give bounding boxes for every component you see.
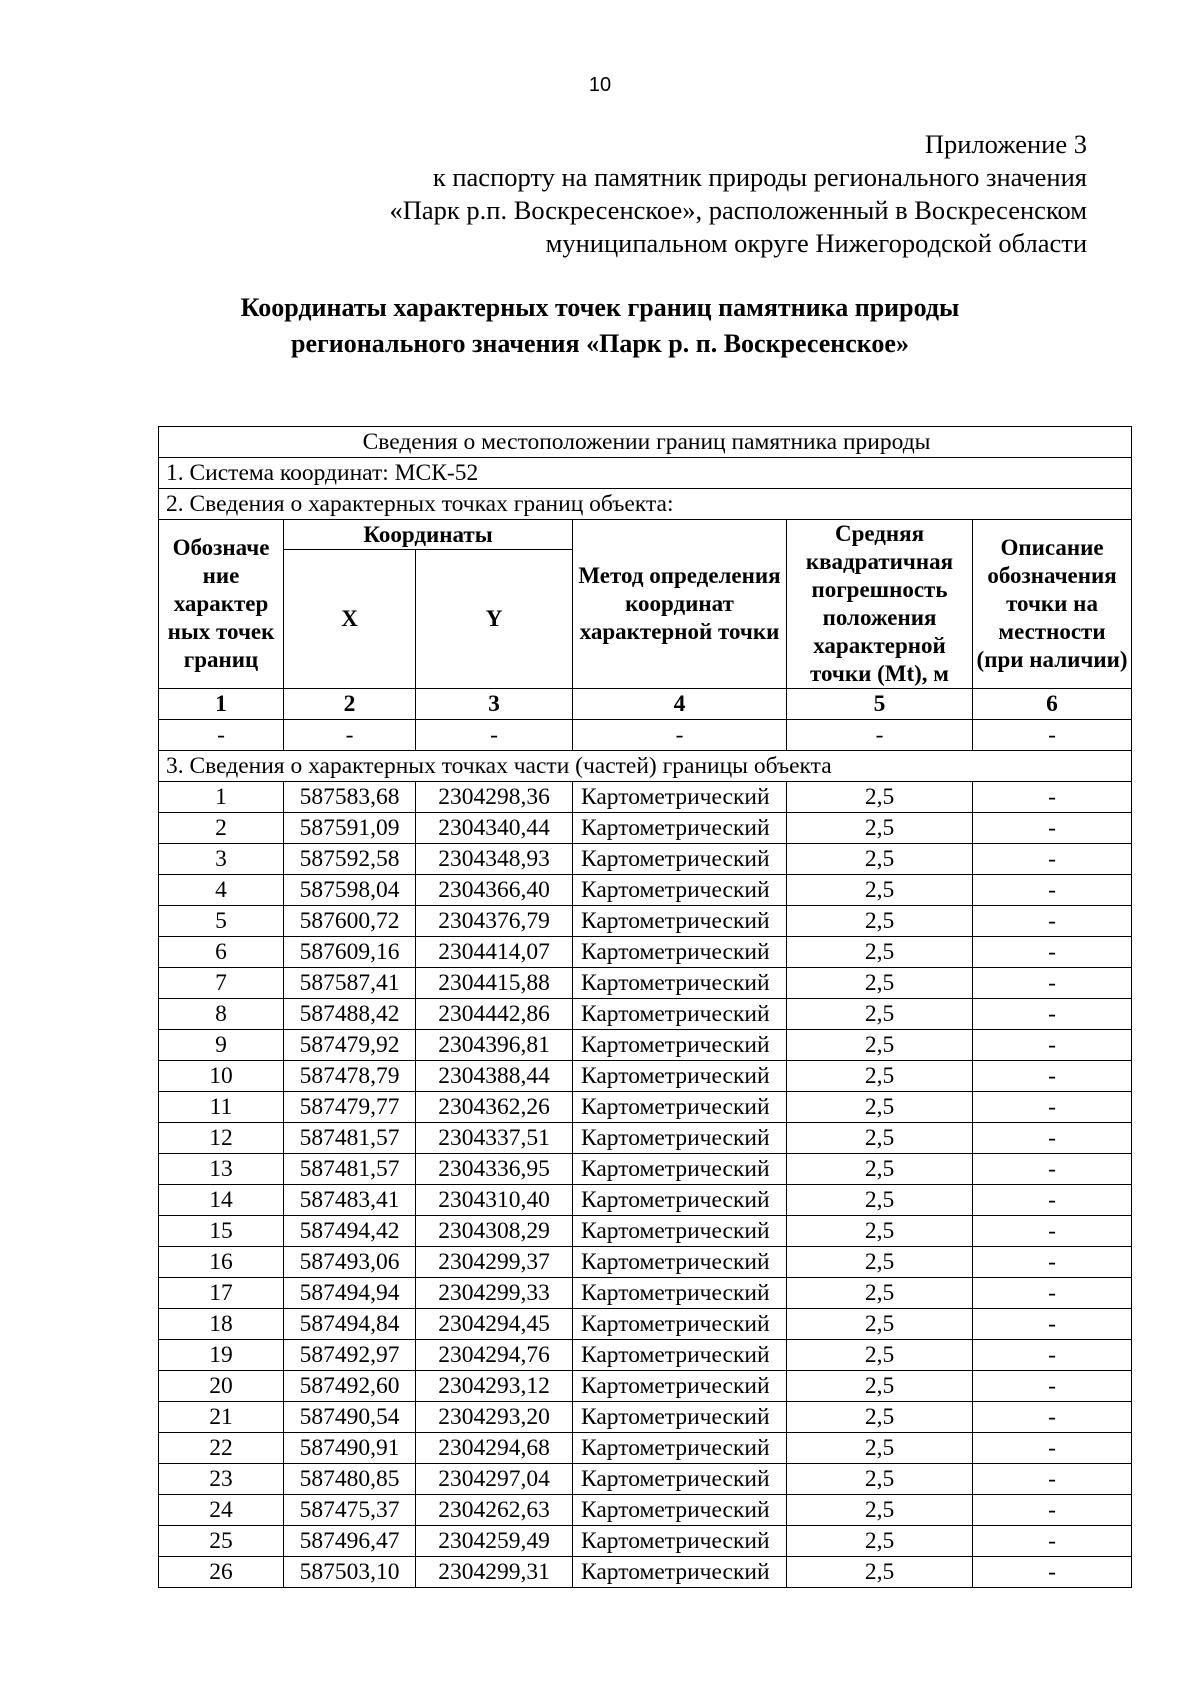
mean-error: 2,5 (787, 1154, 973, 1185)
header-point: Обозначе ние характер ных точек границ (159, 520, 284, 689)
method: Картометрический (573, 1061, 787, 1092)
coord-y: 2304337,51 (416, 1123, 573, 1154)
dash-cell: - (159, 720, 284, 751)
point-number: 12 (159, 1123, 284, 1154)
mean-error: 2,5 (787, 1340, 973, 1371)
table-row (159, 1309, 1132, 1340)
coord-x: 587592,58 (284, 844, 416, 875)
description: - (973, 1123, 1132, 1154)
method: Картометрический (573, 1340, 787, 1371)
description: - (973, 1092, 1132, 1123)
mean-error: 2,5 (787, 782, 973, 813)
coord-x: 587494,94 (284, 1278, 416, 1309)
method: Картометрический (573, 1495, 787, 1526)
method: Картометрический (573, 1185, 787, 1216)
header-coordinates: Координаты (284, 520, 573, 550)
table-row (159, 1464, 1132, 1495)
coordinate-system: 1. Система координат: МСК-52 (159, 458, 1132, 489)
table-row (159, 1371, 1132, 1402)
mean-error: 2,5 (787, 1464, 973, 1495)
coord-y: 2304297,04 (416, 1464, 573, 1495)
column-numbers-row (159, 689, 1132, 720)
table-row (159, 1526, 1132, 1557)
table-row (159, 782, 1132, 813)
coord-x: 587479,77 (284, 1092, 416, 1123)
mean-error: 2,5 (787, 1433, 973, 1464)
coord-x: 587503,10 (284, 1557, 416, 1588)
table-row (159, 1402, 1132, 1433)
method: Картометрический (573, 1371, 787, 1402)
description: - (973, 875, 1132, 906)
mean-error: 2,5 (787, 1030, 973, 1061)
table-row (159, 1433, 1132, 1464)
header-description: Описание обозначения точки на местности (при наличии) (973, 520, 1132, 689)
coord-y: 2304362,26 (416, 1092, 573, 1123)
coord-y: 2304262,63 (416, 1495, 573, 1526)
coord-x: 587496,47 (284, 1526, 416, 1557)
dash-cell: - (787, 720, 973, 751)
table-row (159, 844, 1132, 875)
header-y: Y (416, 550, 573, 689)
appendix-line-1: Приложение 3 (924, 129, 1087, 159)
coordinates-table (158, 426, 1132, 1588)
coord-x: 587490,91 (284, 1433, 416, 1464)
point-number: 4 (159, 875, 284, 906)
coord-y: 2304442,86 (416, 999, 573, 1030)
coord-y: 2304294,68 (416, 1433, 573, 1464)
point-number: 6 (159, 937, 284, 968)
method: Картометрический (573, 906, 787, 937)
coord-x: 587493,06 (284, 1247, 416, 1278)
coord-x: 587480,85 (284, 1464, 416, 1495)
point-number: 13 (159, 1154, 284, 1185)
description: - (973, 1526, 1132, 1557)
method: Картометрический (573, 1123, 787, 1154)
coord-x: 587478,79 (284, 1061, 416, 1092)
col-number: 2 (284, 689, 416, 720)
method: Картометрический (573, 782, 787, 813)
coord-x: 587492,60 (284, 1371, 416, 1402)
coord-y: 2304376,79 (416, 906, 573, 937)
mean-error: 2,5 (787, 813, 973, 844)
section-3-heading: 3. Сведения о характерных точках части (частей) границы объекта (159, 751, 1132, 782)
table-row (159, 1216, 1132, 1247)
coord-y: 2304366,40 (416, 875, 573, 906)
table-row (159, 968, 1132, 999)
header-method: Метод определения координат характерной точки (573, 520, 787, 689)
method: Картометрический (573, 1433, 787, 1464)
coord-x: 587598,04 (284, 875, 416, 906)
description: - (973, 1154, 1132, 1185)
description: - (973, 1278, 1132, 1309)
description: - (973, 1371, 1132, 1402)
table-row (159, 813, 1132, 844)
appendix-line-4: муниципальном округе Нижегородской области (545, 228, 1087, 258)
coord-x: 587494,42 (284, 1216, 416, 1247)
method: Картометрический (573, 999, 787, 1030)
coord-y: 2304415,88 (416, 968, 573, 999)
point-number: 25 (159, 1526, 284, 1557)
method: Картометрический (573, 968, 787, 999)
method: Картометрический (573, 813, 787, 844)
appendix-header (390, 128, 1088, 260)
mean-error: 2,5 (787, 1309, 973, 1340)
coord-y: 2304310,40 (416, 1185, 573, 1216)
description: - (973, 1402, 1132, 1433)
mean-error: 2,5 (787, 844, 973, 875)
mean-error: 2,5 (787, 1061, 973, 1092)
mean-error: 2,5 (787, 1495, 973, 1526)
col-number: 1 (159, 689, 284, 720)
title-line-2: регионального значения «Парк р. п. Воскресенское» (291, 329, 909, 358)
mean-error: 2,5 (787, 1278, 973, 1309)
method: Картометрический (573, 875, 787, 906)
table-row (159, 1061, 1132, 1092)
table-row (159, 999, 1132, 1030)
coord-y: 2304308,29 (416, 1216, 573, 1247)
mean-error: 2,5 (787, 1216, 973, 1247)
point-number: 15 (159, 1216, 284, 1247)
mean-error: 2,5 (787, 1247, 973, 1278)
coord-x: 587587,41 (284, 968, 416, 999)
table-row (159, 1247, 1132, 1278)
table-row (159, 937, 1132, 968)
method: Картометрический (573, 1154, 787, 1185)
table-row (159, 1030, 1132, 1061)
point-number: 24 (159, 1495, 284, 1526)
coord-y: 2304293,12 (416, 1371, 573, 1402)
coord-x: 587481,57 (284, 1123, 416, 1154)
mean-error: 2,5 (787, 1402, 973, 1433)
point-number: 1 (159, 782, 284, 813)
description: - (973, 1309, 1132, 1340)
point-number: 3 (159, 844, 284, 875)
coord-x: 587483,41 (284, 1185, 416, 1216)
coord-y: 2304293,20 (416, 1402, 573, 1433)
method: Картометрический (573, 1247, 787, 1278)
coord-y: 2304388,44 (416, 1061, 573, 1092)
table-row (159, 875, 1132, 906)
description: - (973, 1247, 1132, 1278)
method: Картометрический (573, 1402, 787, 1433)
title-line-1: Координаты характерных точек границ памятника природы (240, 293, 960, 322)
description: - (973, 844, 1132, 875)
coord-y: 2304259,49 (416, 1526, 573, 1557)
description: - (973, 1433, 1132, 1464)
description: - (973, 1030, 1132, 1061)
coord-y: 2304299,31 (416, 1557, 573, 1588)
coord-x: 587488,42 (284, 999, 416, 1030)
mean-error: 2,5 (787, 937, 973, 968)
coord-y: 2304299,37 (416, 1247, 573, 1278)
mean-error: 2,5 (787, 1371, 973, 1402)
table-row (159, 1278, 1132, 1309)
table-row (159, 1154, 1132, 1185)
appendix-line-2: к паспорту на памятник природы регионального значения (432, 162, 1087, 192)
coord-y: 2304414,07 (416, 937, 573, 968)
section-title: Сведения о местоположении границ памятника природы (159, 427, 1132, 458)
table-row (159, 1340, 1132, 1371)
table-row (159, 1123, 1132, 1154)
document-title (0, 290, 1200, 362)
point-number: 16 (159, 1247, 284, 1278)
point-number: 10 (159, 1061, 284, 1092)
point-number: 17 (159, 1278, 284, 1309)
method: Картометрический (573, 1557, 787, 1588)
method: Картометрический (573, 1092, 787, 1123)
description: - (973, 1340, 1132, 1371)
point-number: 9 (159, 1030, 284, 1061)
description: - (973, 1185, 1132, 1216)
method: Картометрический (573, 844, 787, 875)
table-row (159, 1495, 1132, 1526)
coord-x: 587481,57 (284, 1154, 416, 1185)
description: - (973, 813, 1132, 844)
description: - (973, 906, 1132, 937)
method: Картометрический (573, 1464, 787, 1495)
point-number: 23 (159, 1464, 284, 1495)
description: - (973, 1557, 1132, 1588)
table-row (159, 1185, 1132, 1216)
description: - (973, 1061, 1132, 1092)
point-number: 2 (159, 813, 284, 844)
coord-y: 2304396,81 (416, 1030, 573, 1061)
point-number: 7 (159, 968, 284, 999)
coord-x: 587583,68 (284, 782, 416, 813)
mean-error: 2,5 (787, 875, 973, 906)
mean-error: 2,5 (787, 999, 973, 1030)
method: Картометрический (573, 1309, 787, 1340)
method: Картометрический (573, 1278, 787, 1309)
table-row (159, 1557, 1132, 1588)
coord-x: 587600,72 (284, 906, 416, 937)
mean-error: 2,5 (787, 906, 973, 937)
coord-x: 587475,37 (284, 1495, 416, 1526)
mean-error: 2,5 (787, 1123, 973, 1154)
coord-y: 2304294,45 (416, 1309, 573, 1340)
coord-x: 587609,16 (284, 937, 416, 968)
point-number: 26 (159, 1557, 284, 1588)
mean-error: 2,5 (787, 1185, 973, 1216)
coord-x: 587490,54 (284, 1402, 416, 1433)
appendix-line-3: «Парк р.п. Воскресенское», расположенный в Воскресенском (389, 195, 1087, 225)
point-number: 21 (159, 1402, 284, 1433)
coord-y: 2304299,33 (416, 1278, 573, 1309)
mean-error: 2,5 (787, 1092, 973, 1123)
mean-error: 2,5 (787, 1526, 973, 1557)
col-number: 6 (973, 689, 1132, 720)
header-x: X (284, 550, 416, 689)
point-number: 19 (159, 1340, 284, 1371)
point-number: 22 (159, 1433, 284, 1464)
description: - (973, 1216, 1132, 1247)
coord-x: 587479,92 (284, 1030, 416, 1061)
method: Картометрический (573, 1526, 787, 1557)
coord-x: 587492,97 (284, 1340, 416, 1371)
description: - (973, 937, 1132, 968)
coord-x: 587494,84 (284, 1309, 416, 1340)
col-number: 3 (416, 689, 573, 720)
mean-error: 2,5 (787, 968, 973, 999)
section-2-heading: 2. Сведения о характерных точках границ объекта: (159, 489, 1132, 520)
point-number: 8 (159, 999, 284, 1030)
coord-y: 2304340,44 (416, 813, 573, 844)
method: Картометрический (573, 1216, 787, 1247)
empty-dash-row (159, 720, 1132, 751)
page-number: 10 (588, 74, 612, 96)
table-row (159, 1092, 1132, 1123)
header-error: Средняя квадратичная погрешность положения характерной точки (Mt), м (787, 520, 973, 689)
dash-cell: - (284, 720, 416, 751)
method: Картометрический (573, 937, 787, 968)
description: - (973, 1495, 1132, 1526)
description: - (973, 782, 1132, 813)
coord-y: 2304348,93 (416, 844, 573, 875)
point-number: 18 (159, 1309, 284, 1340)
point-number: 14 (159, 1185, 284, 1216)
point-number: 11 (159, 1092, 284, 1123)
col-number: 4 (573, 689, 787, 720)
method: Картометрический (573, 1030, 787, 1061)
col-number: 5 (787, 689, 973, 720)
coord-y: 2304294,76 (416, 1340, 573, 1371)
description: - (973, 999, 1132, 1030)
dash-cell: - (573, 720, 787, 751)
mean-error: 2,5 (787, 1557, 973, 1588)
point-number: 20 (159, 1371, 284, 1402)
point-number: 5 (159, 906, 284, 937)
coord-y: 2304336,95 (416, 1154, 573, 1185)
coord-y: 2304298,36 (416, 782, 573, 813)
dash-cell: - (973, 720, 1132, 751)
description: - (973, 1464, 1132, 1495)
description: - (973, 968, 1132, 999)
dash-cell: - (416, 720, 573, 751)
table-row (159, 906, 1132, 937)
coord-x: 587591,09 (284, 813, 416, 844)
